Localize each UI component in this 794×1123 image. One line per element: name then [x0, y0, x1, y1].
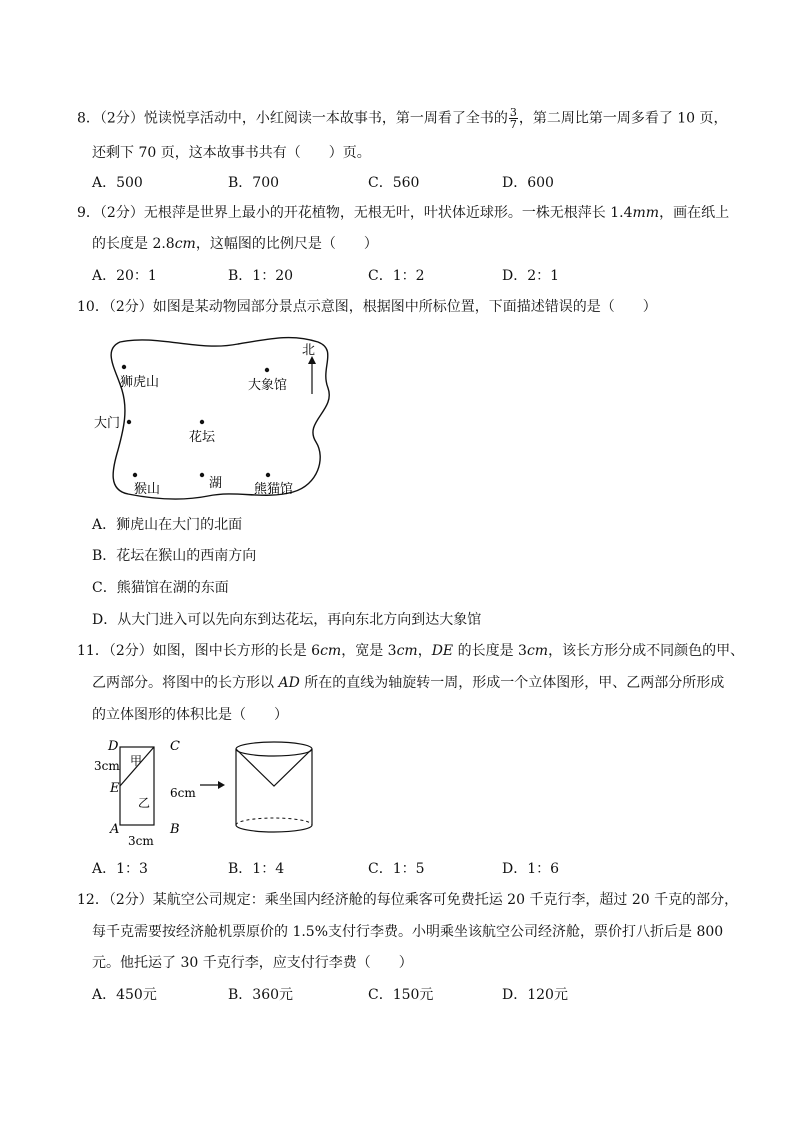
q8-fraction	[509, 107, 518, 130]
q11-option-a[interactable]: A．1：3	[92, 861, 148, 877]
label-e: E	[110, 781, 120, 796]
label-b: B	[170, 822, 180, 837]
q11-unit-cm-1: cm	[320, 643, 342, 659]
lake-label: 湖	[209, 476, 223, 491]
q11-text-g: 所在的直线为轴旋转一周，形成一个立体图形，甲、乙两部分所形成	[299, 675, 725, 691]
q12-line2: 每千克需要按经济舱机票原价的 1.5%支付行李费。小明乘坐该航空公司经济舱，票价打八折后是 800	[92, 924, 724, 940]
q9-line2	[92, 234, 378, 254]
q11-unit-cm-3: cm	[526, 643, 549, 659]
label-d: D	[108, 739, 119, 754]
q11-line3: 的立体图形的体积比是（ ）	[92, 707, 288, 723]
lion-dot	[122, 365, 126, 369]
q12-option-b[interactable]: B．360元	[228, 987, 294, 1003]
q10-option-c[interactable]: C．熊猫馆在湖的东面	[92, 580, 229, 596]
flower-dot	[200, 420, 204, 424]
label-jia: 甲	[130, 754, 143, 768]
q10-line1: 10．（2分）如图是某动物园部分景点示意图，根据图中所标位置，下面描述错误的是（ ）	[77, 299, 657, 315]
q8-option-d[interactable]: D．600	[502, 175, 554, 191]
q11-unit-cm-2: cm	[396, 643, 418, 659]
q11-option-c[interactable]: C．1：5	[368, 861, 425, 877]
q10-option-d[interactable]: D．从大门进入可以先向东到达花坛，再向东北方向到达大象馆	[92, 612, 482, 628]
q11-text-a: 11．（2分）如图，图中长方形的长是 6	[77, 643, 321, 659]
lion-label: 狮虎山	[120, 375, 160, 390]
zoo-boundary	[111, 338, 329, 500]
q9-text-a: 9．（2分）无根萍是世界上最小的开花植物，无根无叶，叶状体近球形。一株无根萍长 1.4	[77, 205, 633, 221]
north-arrow	[308, 356, 316, 394]
transform-arrow	[200, 781, 225, 789]
q8-option-b[interactable]: B．700	[228, 175, 280, 191]
lake-dot	[200, 473, 204, 477]
elephant-dot	[265, 368, 269, 372]
panda-dot	[266, 473, 270, 477]
q11-text-f: 乙两部分。将图中的长方形以	[92, 675, 279, 691]
q12-option-a[interactable]: A．450元	[92, 987, 157, 1003]
q8-option-a[interactable]: A．500	[92, 175, 143, 191]
q11-text-d: 的长度是 3	[453, 643, 527, 659]
q9-text-d: ，这幅图的比例尺是（ ）	[195, 236, 378, 252]
q9-line1	[77, 203, 729, 223]
q8-option-c[interactable]: C．560	[368, 175, 420, 191]
q11-line2	[92, 673, 724, 693]
q9-unit-cm: cm	[174, 236, 196, 252]
gate-label: 大门	[94, 416, 121, 431]
q12-option-d[interactable]: D．120元	[502, 987, 568, 1003]
monkey-label: 猴山	[134, 482, 161, 497]
q8-frac-num: 3	[509, 106, 517, 119]
q9-unit-mm: mm	[632, 205, 660, 221]
q10-option-b[interactable]: B．花坛在猴山的西南方向	[92, 548, 257, 564]
north-label: 北	[302, 343, 316, 358]
q8-frac-den: 7	[509, 118, 517, 131]
cylinder	[236, 742, 312, 832]
label-a: A	[110, 822, 120, 837]
q11-line1	[77, 641, 744, 661]
panda-label: 熊猫馆	[254, 482, 294, 497]
q9-option-d[interactable]: D．2：1	[502, 268, 560, 284]
label-ab-length: 3cm	[128, 834, 154, 848]
q12-line1: 12．（2分）某航空公司规定：乘坐国内经济舱的每位乘客可免费托运 20 千克行李，超过 20 千克的部分，	[77, 892, 739, 908]
q9-option-c[interactable]: C．1：2	[368, 268, 425, 284]
q11-text-b: ，宽是 3	[341, 643, 397, 659]
q8-line1	[77, 107, 728, 130]
q10-option-a[interactable]: A．狮虎山在大门的北面	[92, 517, 243, 533]
q11-option-d[interactable]: D．1：6	[502, 861, 560, 877]
q9-text-b: ，画在纸上	[659, 205, 730, 221]
q8-text-b: ，第二周比第一周多看了 10 页，	[518, 110, 728, 127]
q11-ad: AD	[278, 675, 300, 691]
q11-text-e: ，该长方形分成不同颜色的甲、	[548, 643, 745, 659]
label-bc-length: 6cm	[170, 786, 196, 800]
zoo-map	[88, 330, 348, 505]
q12-option-c[interactable]: C．150元	[368, 987, 434, 1003]
monkey-dot	[133, 473, 137, 477]
flower-label: 花坛	[189, 430, 216, 445]
q11-text-c: ，	[417, 643, 432, 659]
elephant-label: 大象馆	[248, 378, 288, 393]
label-de-length: 3cm	[94, 759, 120, 773]
q11-figure	[88, 735, 388, 850]
q8-line2: 还剩下 70 页，这本故事书共有（ ）页。	[92, 145, 371, 161]
label-c: C	[170, 739, 180, 754]
q12-line3: 元。他托运了 30 千克行李，应支付行李费（ ）	[92, 955, 413, 971]
label-yi: 乙	[138, 796, 151, 810]
q9-option-b[interactable]: B．1：20	[228, 268, 294, 284]
q11-de: DE	[431, 643, 454, 659]
gate-dot	[127, 420, 131, 424]
q9-text-c: 的长度是 2.8	[92, 236, 175, 252]
q11-option-b[interactable]: B．1：4	[228, 861, 285, 877]
q9-option-a[interactable]: A．20：1	[92, 268, 157, 284]
q8-text-a: 8．（2分）悦读悦享活动中，小红阅读一本故事书，第一周看了全书的	[77, 110, 508, 127]
